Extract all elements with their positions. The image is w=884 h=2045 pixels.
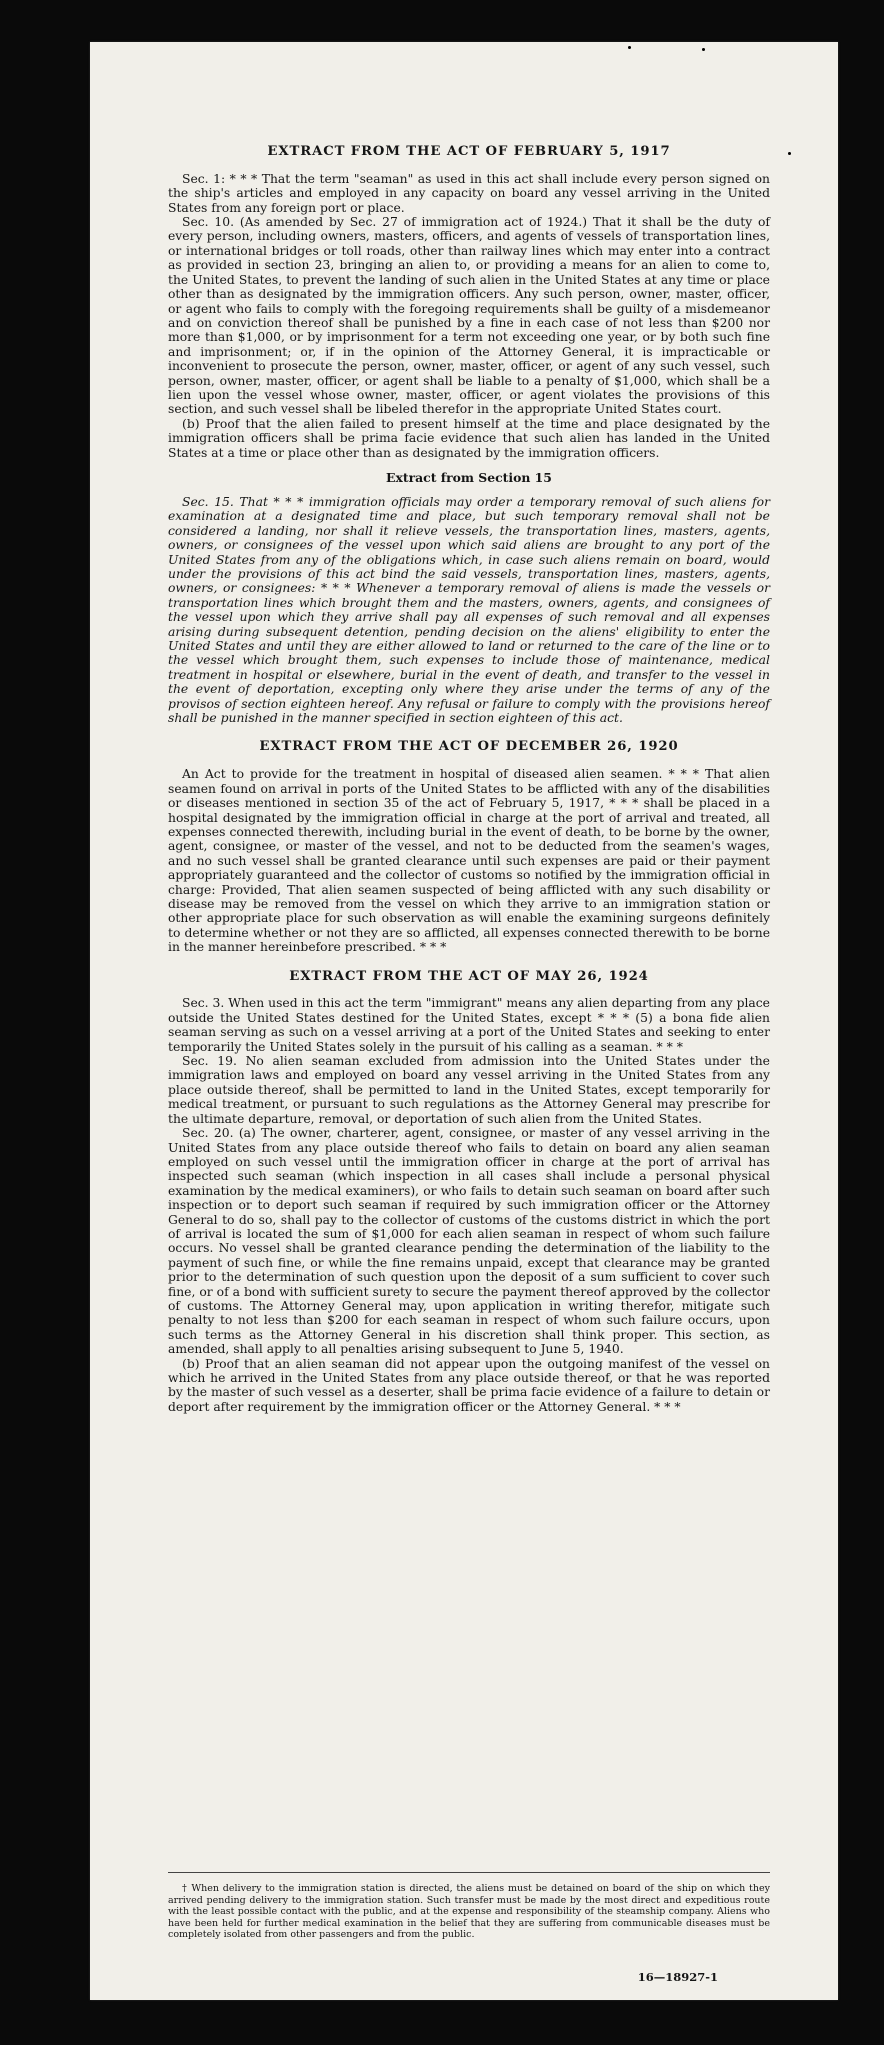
document-body: [168, 144, 770, 1414]
section-20-paragraph: Sec. 20. (a) The owner, charterer, agent, consignee, or master of any vessel arriving in the United States from any place outside thereof who fails to detain on board any alien seaman employed on such vessel until the immigration officer in charge at the port of arrival has inspected such seaman (which inspection in all cases shall include a personal physical examination by the medical examiners), or who fails to detain such seaman on board after such inspection or to deport such seaman if required by such immigration officer or the Attorney General to do so, shall pay to the collector of customs of the customs district in which the port of arrival is located the sum of $1,000 for each alien seaman in respect of whom such failure occurs. No vessel shall be granted clearance pending the determination of the liability to the payment of such fine, or while the fine remains unpaid, except that clearance may be granted prior to the determination of such question upon the deposit of a sum sufficient to cover such fine, or of a bond with sufficient surety to secure the payment thereof approved by the collector of customs. The Attorney General may, upon application in writing therefor, mitigate such penalty to not less than $200 for each seaman in respect of whom such failure occurs, upon such terms as the Attorney General in his discretion shall think proper. This section, as amended, shall apply to all penalties arising subsequent to June 5, 1940.: [168, 1126, 770, 1357]
section-19-paragraph: Sec. 19. No alien seaman excluded from admission into the United States under the immigration laws and employed on board any vessel arriving in the United States from any place outside thereof, shall be permitted to land in the United States, except temporarily for medical treatment, or pursuant to such regulations as the Attorney General may prescribe for the ultimate departure, removal, or deportation of such alien from the United States.: [168, 1054, 770, 1126]
heading-act-1917: EXTRACT FROM THE ACT OF FEBRUARY 5, 1917: [267, 144, 671, 159]
act-1920-paragraph: An Act to provide for the treatment in hospital of diseased alien seamen. * * * That alien seamen found on arrival in ports of the United States to be afflicted with any of the disabilities or diseases mentioned in section 35 of the act of February 5, 1917, * * * shall be placed in a hospital designated by the immigration official in charge at the port of arrival and treated, all expenses connected therewith, including burial in the event of death, to be borne by the owner, agent, consignee, or master of the vessel, and not to be deducted from the seamen's wages, and no such vessel shall be granted clearance until such expenses are paid or their payment appropriately guaranteed and the collector of customs so notified by the immigration official in charge: Provided, That alien seamen suspected of being afflicted with any such disability or disease may be removed from the vessel on which they arrive to an immigration station or other appropriate place for such observation as will enable the examining surgeons definitely to determine whether or not they are so afflicted, all expenses connected therewith to be borne in the manner hereinbefore prescribed. * * *: [168, 767, 770, 955]
footnote: [168, 1872, 770, 1941]
section-3-paragraph: Sec. 3. When used in this act the term "immigrant" means any alien departing from any place outside the United States destined for the United States, except * * * (5) a bona fide alien seaman serving as such on a vessel arriving at a port of the United States and seeking to enter temporarily the United States solely in the pursuit of his calling as a seaman. * * *: [168, 996, 770, 1054]
subheading-section-15: Extract from Section 15: [386, 469, 552, 485]
heading-act-1920: EXTRACT FROM THE ACT OF DECEMBER 26, 1920: [259, 739, 679, 755]
section-1-paragraph: Sec. 1: * * * That the term "seaman" as used in this act shall include every person signed on the ship's articles and employed in any capacity on board any vessel arriving in the United States from any foreign port or place.: [168, 171, 770, 215]
section-15-paragraph: Sec. 15. That * * * immigration officials may order a temporary removal of such aliens for examination at a designated time and place, but such temporary removal shall not be considered a landing, nor shall it relieve vessels, the transportation lines, masters, agents, owners, or consignees of the vessel upon which said aliens are brought to any port of the United States from any of the obligations which, in case such aliens remain on board, would under the provisions of this act bind the said vessels, transportation lines, masters, agents, owners, or consignees: * * * Whenever a temporary removal of aliens is made the vessels or transportation lines which brought them and the masters, owners, agents, and consignees of the vessel upon which they arrive shall pay all expenses of such removal and all expenses arising during subsequent detention, pending decision on the aliens' eligibility to enter the United States and until they are either allowed to land or returned to the care of the line or to the vessel which brought them, such expenses to include those of maintenance, medical treatment in hospital or elsewhere, burial in the event of death, and transfer to the vessel in the event of deportation, excepting only where they arise under the terms of any of the provisos of section eighteen hereof. Any refusal or failure to comply with the provisions hereof shall be punished in the manner specified in section eighteen of this act.: [168, 494, 770, 726]
section-10-b-paragraph: (b) Proof that the alien failed to present himself at the time and place designated by the immigration officers shall be prima facie evidence that such alien has landed in the United States at a time or place other than as designated by the immigration officers.: [168, 416, 770, 460]
heading-act-1924: EXTRACT FROM THE ACT OF MAY 26, 1924: [289, 968, 649, 984]
section-10-paragraph: Sec. 10. (As amended by Sec. 27 of immigration act of 1924.) That it shall be the duty of every person, including owners, masters, officers, and agents of vessels of transportation lines, or international bridges or toll roads, other than railway lines which may enter into a contract as provided in section 23, bringing an alien to, or providing a means for an alien to come to, the United States, to prevent the landing of such alien in the United States at any time or place other than as designated by the immigration officers. Any such person, owner, master, officer, or agent who fails to comply with the foregoing requirements shall be guilty of a misdemeanor and on conviction thereof shall be punished by a fine in each case of not less than $200 nor more than $1,000, or by imprisonment for a term not exceeding one year, or by both such fine and imprisonment; or, if in the opinion of the Attorney General, it is impracticable or inconvenient to prosecute the person, owner, master, officer, or agent of any such vessel, such person, owner, master, officer, or agent shall be liable to a penalty of $1,000, which shall be a lien upon the vessel whose owner, master, officer, or agent violates the provisions of this section, and such vessel shall be libeled therefor in the appropriate United States court.: [168, 215, 770, 417]
form-code: 16—18927-1: [637, 1970, 718, 1984]
section-20-b-paragraph: (b) Proof that an alien seaman did not appear upon the outgoing manifest of the vessel on which he arrived in the United States from any place outside thereof, or that he was reported by the master of such vessel as a deserter, shall be prima facie evidence of a failure to detain or deport after requirement by the immigration officer or the Attorney General. * * *: [168, 1356, 770, 1414]
document-page: [90, 42, 838, 2000]
footnote-text: † When delivery to the immigration station is directed, the aliens must be detained on board of the ship on which they arrived pending delivery to the immigration station. Such transfer must be made by the most direct and expeditious route with the least possible contact with the public, and at the expense and responsibility of the steamship company. Aliens who have been held for further medical examination in the belief that they are suffering from communicable diseases must be completely isolated from other passengers and from the public.: [168, 1883, 770, 1940]
scan-speck: [702, 48, 705, 51]
scan-speck: [788, 152, 791, 155]
scan-speck: [628, 46, 631, 49]
